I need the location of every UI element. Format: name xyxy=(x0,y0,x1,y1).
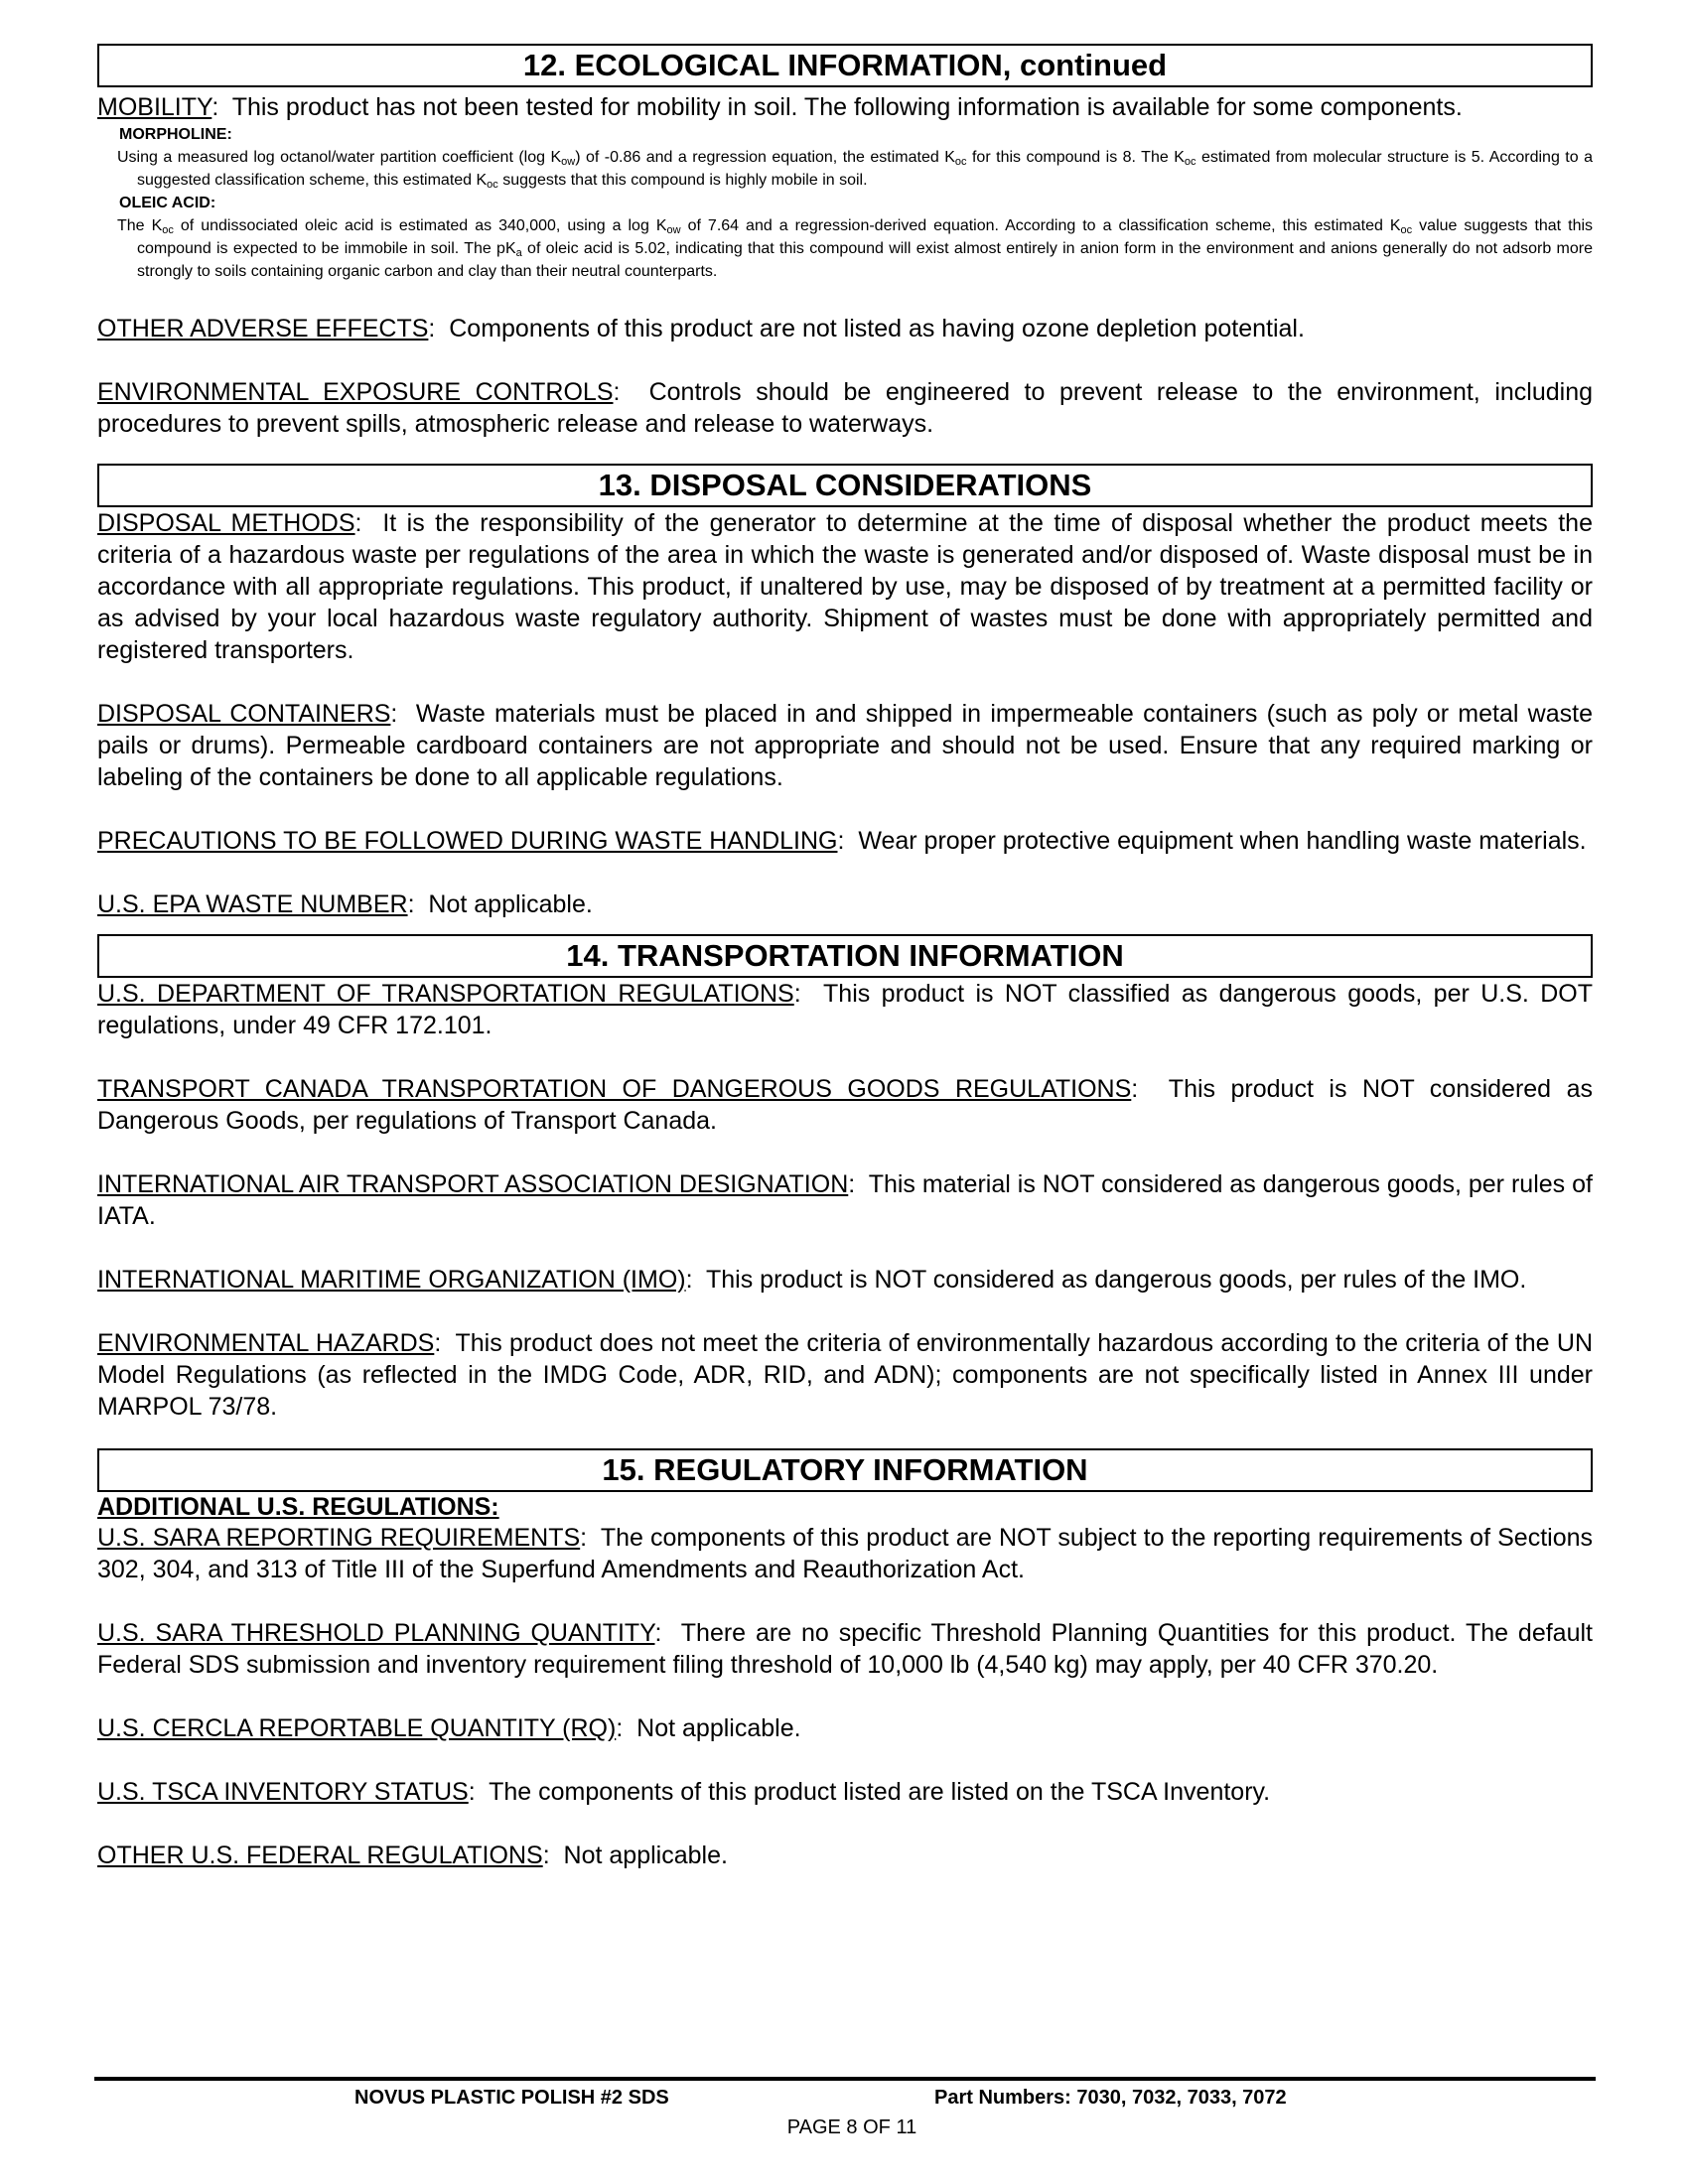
adverse-effects-label: OTHER ADVERSE EFFECTS xyxy=(97,315,429,342)
footer-document-title: NOVUS PLASTIC POLISH #2 SDS xyxy=(354,2087,669,2109)
imo-paragraph: INTERNATIONAL MARITIME ORGANIZATION (IMO): This product is NOT considered as dangerous goods, per rules of the IMO. xyxy=(97,1266,1527,1294)
tsca-label: U.S. TSCA INVENTORY STATUS xyxy=(97,1778,469,1806)
mobility-label: MOBILITY xyxy=(97,93,212,121)
disposal-containers-label: DISPOSAL CONTAINERS xyxy=(97,700,391,728)
transport-canada-label: TRANSPORT CANADA TRANSPORTATION OF DANGEROUS GOODS REGULATIONS xyxy=(97,1075,1132,1103)
dot-paragraph: U.S. DEPARTMENT OF TRANSPORTATION REGULATIONS: This product is NOT classified as dangerous goods, per U.S. DOT regulations, under 49 CFR 172.101. xyxy=(97,980,1593,1039)
cercla-paragraph: U.S. CERCLA REPORTABLE QUANTITY (RQ): Not applicable. xyxy=(97,1714,801,1742)
mobility-paragraph: MOBILITY: This product has not been tested for mobility in soil. The following information is available for some components. xyxy=(97,93,1463,121)
oleic-acid-text: The $K_{oc}$ of undissociated oleic acid is estimated as 340,000, using a $\log K_{ow}$ of 7.64 and a regression-derived equation. According to a classification scheme, this estimated $K_{oc}$ value suggests that this compound is expected to be immobile in soil. The $pK_a$ of oleic acid is 5.02, indicating that this compound will exist almost entirely in anion form in the environment and anions generally do not adsorb more strongly to soils containing organic carbon and clay than their neutral counterparts. xyxy=(117,217,1594,280)
env-exposure-label: ENVIRONMENTAL EXPOSURE CONTROLS xyxy=(97,378,614,406)
epa-waste-paragraph: U.S. EPA WASTE NUMBER: Not applicable. xyxy=(97,890,593,918)
morpholine-heading: MORPHOLINE: xyxy=(119,126,232,143)
sara-reporting-label: U.S. SARA REPORTING REQUIREMENTS xyxy=(97,1524,581,1552)
env-hazards-paragraph: ENVIRONMENTAL HAZARDS: This product does not meet the criteria of environmentally hazardous according to the criteria of the UN Model Regulations (as reflected in the IMDG Code, ADR, RID, and ADN); components are not specifically listed in Annex III under MARPOL 73/78. xyxy=(97,1329,1593,1421)
additional-us-regulations-heading: ADDITIONAL U.S. REGULATIONS: xyxy=(97,1493,499,1521)
sara-tpq-label: U.S. SARA THRESHOLD PLANNING QUANTITY xyxy=(97,1619,655,1647)
disposal-methods-paragraph: DISPOSAL METHODS: It is the responsibility of the generator to determine at the time of disposal whether the product meets the criteria of a hazardous waste per regulations of the area in which the waste is generated and/or disposed of. Waste disposal must be in accordance with all appropriate regulations. This product, if unaltered by use, may be disposed of by treatment at a permitted facility or as advised by your local hazardous waste regulatory authority. Shipment of wastes must be done with appropriately permitted and registered transporters. xyxy=(97,509,1593,664)
cercla-label: U.S. CERCLA REPORTABLE QUANTITY (RQ) xyxy=(97,1714,617,1742)
footer-part-numbers: Part Numbers: 7030, 7032, 7033, 7072 xyxy=(934,2087,1287,2109)
waste-handling-label: PRECAUTIONS TO BE FOLLOWED DURING WASTE HANDLING xyxy=(97,827,838,855)
section-15-heading: 15. REGULATORY INFORMATION xyxy=(97,1448,1593,1492)
tsca-paragraph: U.S. TSCA INVENTORY STATUS: The components of this product listed are listed on the TSCA Inventory. xyxy=(97,1778,1271,1806)
footer-rule xyxy=(94,2077,1596,2081)
morpholine-text: Using a measured log octanol/water partition coefficient (log $K_{ow}$) of -0.86 and a regression equation, the estimated $K_{oc}$ for this compound is 8. The $K_{oc}$ estimated from molecular structure is 5. According to a suggested classification scheme, this estimated $K_{oc}$ suggests that this compound is highly mobile in soil. xyxy=(117,149,1594,191)
dot-label: U.S. DEPARTMENT OF TRANSPORTATION REGULATIONS xyxy=(97,980,794,1008)
section-12-heading: 12. ECOLOGICAL INFORMATION, continued xyxy=(97,44,1593,87)
transport-canada-paragraph: TRANSPORT CANADA TRANSPORTATION OF DANGEROUS GOODS REGULATIONS: This product is NOT considered as Dangerous Goods, per regulations of Transport Canada. xyxy=(97,1075,1593,1135)
env-exposure-paragraph: ENVIRONMENTAL EXPOSURE CONTROLS: Controls should be engineered to prevent release to the environment, including procedures to prevent spills, atmospheric release and release to waterways. xyxy=(97,378,1594,438)
section-14-heading: 14. TRANSPORTATION INFORMATION xyxy=(97,934,1593,978)
footer-page-number: PAGE 8 OF 11 xyxy=(786,2116,917,2138)
epa-waste-label: U.S. EPA WASTE NUMBER xyxy=(97,890,408,918)
env-hazards-label: ENVIRONMENTAL HAZARDS xyxy=(97,1329,435,1357)
adverse-effects-paragraph: OTHER ADVERSE EFFECTS: Components of this product are not listed as having ozone depletion potential. xyxy=(97,315,1305,342)
disposal-containers-paragraph: DISPOSAL CONTAINERS: Waste materials must be placed in and shipped in impermeable containers (such as poly or metal waste pails or drums). Permeable cardboard containers are not appropriate and should not be used. Ensure that any required marking or labeling of the containers be done to all applicable regulations. xyxy=(97,700,1593,791)
oleic-acid-heading: OLEIC ACID: xyxy=(119,195,216,211)
mobility-text: This product has not been tested for mobility in soil. The following information is available for some components. xyxy=(231,93,1463,121)
waste-handling-paragraph: PRECAUTIONS TO BE FOLLOWED DURING WASTE HANDLING: Wear proper protective equipment when handling waste materials. xyxy=(97,827,1587,855)
sds-page xyxy=(97,44,1593,1871)
other-federal-label: OTHER U.S. FEDERAL REGULATIONS xyxy=(97,1842,543,1869)
sara-tpq-paragraph: U.S. SARA THRESHOLD PLANNING QUANTITY: There are no specific Threshold Planning Quantities for this product. The default Federal SDS submission and inventory requirement filing threshold of 10,000 lb (4,540 kg) may apply, per 40 CFR 370.20. xyxy=(97,1619,1593,1679)
disposal-methods-label: DISPOSAL METHODS xyxy=(97,509,355,537)
iata-paragraph: INTERNATIONAL AIR TRANSPORT ASSOCIATION DESIGNATION: This material is NOT considered as dangerous goods, per rules of IATA. xyxy=(97,1170,1593,1230)
section-13-heading: 13. DISPOSAL CONSIDERATIONS xyxy=(97,464,1593,507)
imo-label: INTERNATIONAL MARITIME ORGANIZATION (IMO) xyxy=(97,1266,686,1294)
sara-reporting-paragraph: U.S. SARA REPORTING REQUIREMENTS: The components of this product are NOT subject to the reporting requirements of Sections 302, 304, and 313 of Title III of the Superfund Amendments and Reauthorization Act. xyxy=(97,1524,1594,1583)
other-federal-paragraph: OTHER U.S. FEDERAL REGULATIONS: Not applicable. xyxy=(97,1842,728,1869)
iata-label: INTERNATIONAL AIR TRANSPORT ASSOCIATION DESIGNATION xyxy=(97,1170,849,1198)
